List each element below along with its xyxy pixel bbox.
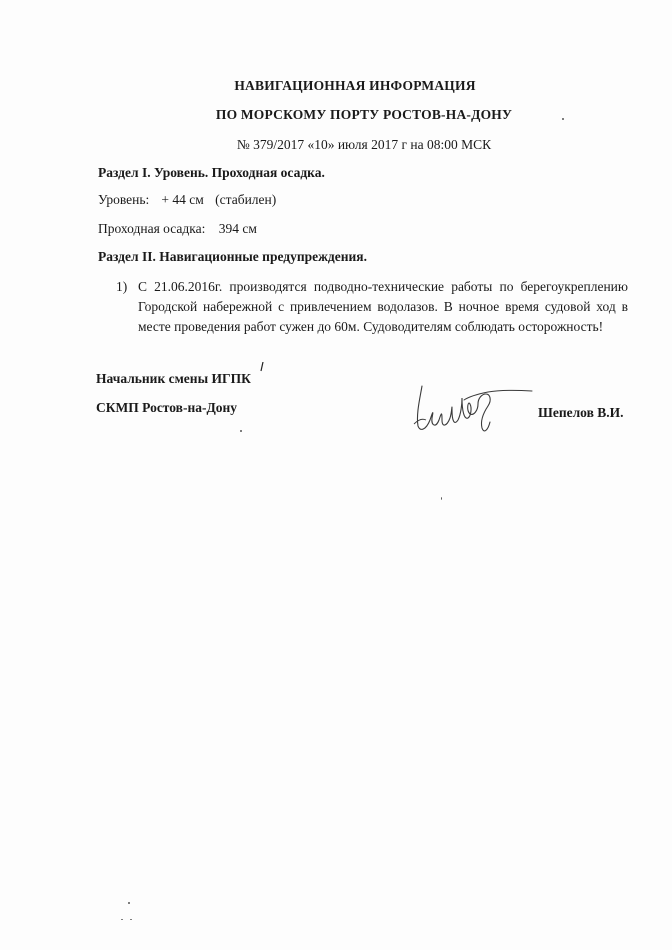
scan-speck [130, 919, 132, 920]
document-reference: № 379/2017 «10» июля 2017 г на 08:00 МСК [236, 137, 492, 152]
signoff-name: Шепелов В.И. [538, 405, 624, 420]
level-value: + 44 см [161, 192, 204, 207]
accent-mark [258, 362, 266, 372]
draft-value: 394 см [218, 221, 257, 236]
level-note: (стабилен) [215, 192, 277, 207]
scan-speck [441, 497, 442, 500]
handwritten-signature [408, 380, 536, 438]
scan-speck [562, 118, 564, 120]
scan-speck [121, 919, 123, 920]
signoff-organization: СКМП Ростов-на-Дону [96, 400, 238, 415]
document-subtitle: ПО МОРСКОМУ ПОРТУ РОСТОВ-НА-ДОНУ [215, 107, 513, 122]
document-title: НАВИГАЦИОННАЯ ИНФОРМАЦИЯ [234, 78, 476, 93]
level-label: Уровень: [98, 192, 150, 207]
scan-speck [240, 430, 242, 432]
level-row [98, 192, 276, 208]
signoff-position: Начальник смены ИГПК [96, 371, 251, 386]
draft-label: Проходная осадка: [98, 221, 206, 236]
section1-heading: Раздел I. Уровень. Проходная осадка. [98, 165, 325, 180]
draft-row [98, 221, 257, 237]
scan-speck [128, 902, 130, 904]
warning-item-text: С 21.06.2016г. производятся подводно-технические работы по берегоукреплению Городской набережной с привлечением водолазов. В ночное время судовой ход в месте проведения работ сужен до 60м. Судоводителям соблюдать осторожность! [138, 279, 628, 334]
warning-item-number: 1) [116, 279, 128, 294]
section2-heading: Раздел II. Навигационные предупреждения. [98, 249, 367, 264]
